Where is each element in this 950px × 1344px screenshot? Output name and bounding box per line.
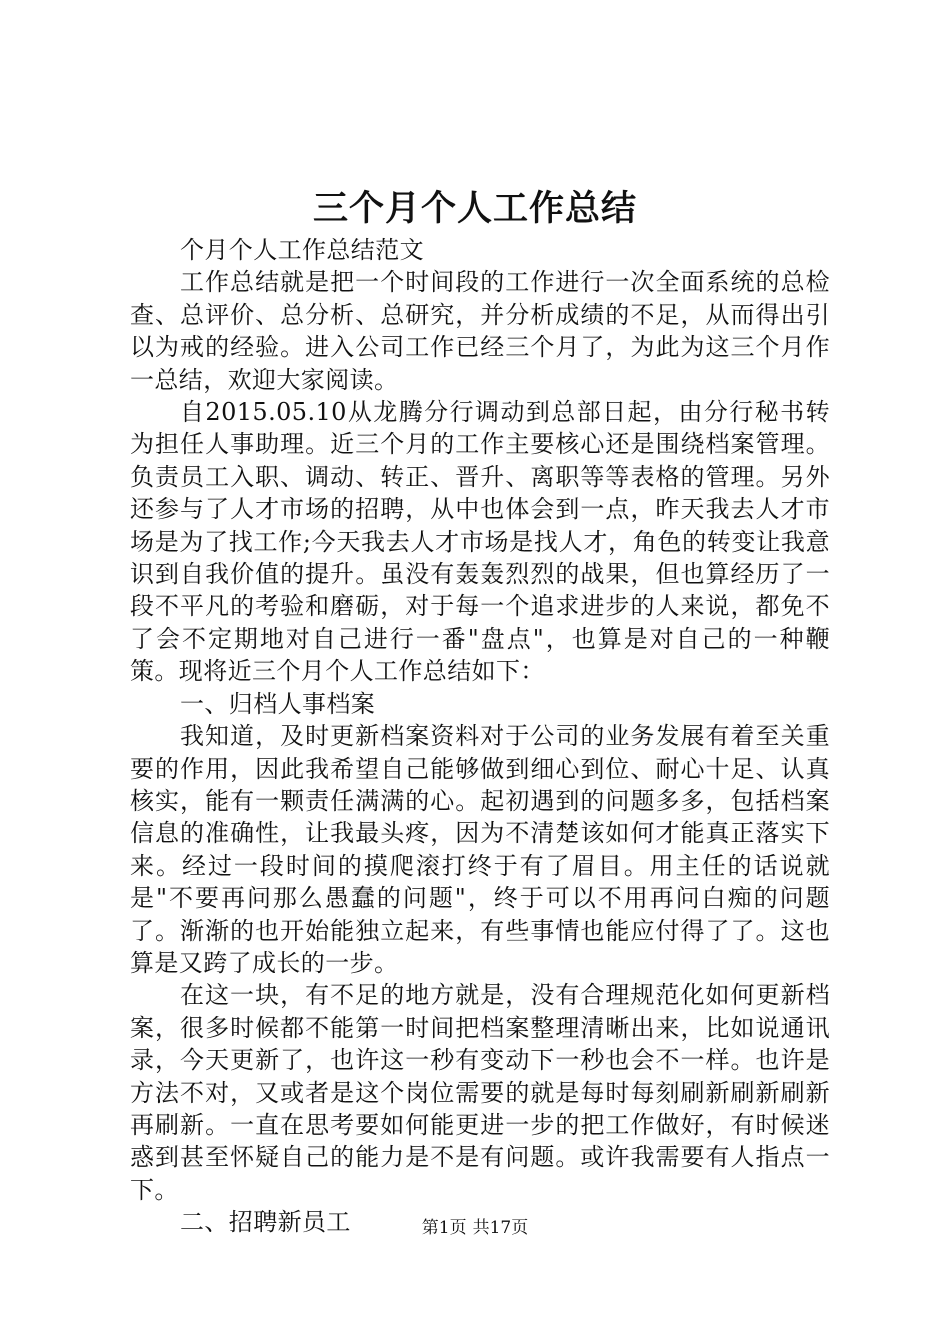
- paragraph-intro: 工作总结就是把一个时间段的工作进行一次全面系统的总检查、总评价、总分析、总研究，并分析成绩的不足，从而得出引以为戒的经验。进入公司工作已经三个月了，为此为这三个月作一总结，欢迎大家阅读。: [130, 268, 830, 394]
- page-number: 第1页: [421, 1218, 467, 1238]
- section-heading-1: 一、归档人事档案: [180, 689, 376, 718]
- paragraph-subtitle: 个月个人工作总结范文: [180, 236, 424, 264]
- paragraph-background: 自2015.05.10从龙腾分行调动到总部日起，由分行秘书转为担任人事助理。近三个月的工作主要核心还是围绕档案管理。负责员工入职、调动、转正、晋升、离职等等表格的管理。另外还参与了人才市场的招聘，从中也体会到一点，昨天我去人才市场是为了找工作;今天我去人才市场是找人才，角色的转变让我意识到自我价值的提升。虽没有轰轰烈烈的战果，但也算经历了一段不平凡的考验和磨砺，对于每一个追求进步的人来说，都免不了会不定期地对自己进行一番"盘点"，也算是对自己的一种鞭策。现将近三个月个人工作总结如下：: [130, 398, 830, 686]
- total-pages: 共17页: [472, 1218, 529, 1238]
- section-heading-2: 二、招聘新员工: [180, 1208, 351, 1237]
- paragraph-archive-work: 我知道，及时更新档案资料对于公司的业务发展有着至关重要的作用，因此我希望自己能够做到细心到位、耐心十足、认真核实，能有一颗责任满满的心。起初遇到的问题多多，包括档案信息的准确性，让我最头疼，因为不清楚该如何才能真正落实下来。经过一段时间的摸爬滚打终于有了眉目。用主任的话说就是"不要再问那么愚蠢的问题"，终于可以不用再问白痴的问题了。渐渐的也开始能独立起来，有些事情也能应付得了了。这也算是又跨了成长的一步。: [130, 722, 830, 977]
- page-footer: [0, 1216, 950, 1240]
- paragraph-archive-shortcomings: 在这一块，有不足的地方就是，没有合理规范化如何更新档案，很多时候都不能第一时间把档案整理清晰出来，比如说通讯录，今天更新了，也许这一秒有变动下一秒也会不一样。也许是方法不对，又或者是这个岗位需要的就是每时每刻刷新刷新刷新再刷新。一直在思考要如何能更进一步的把工作做好，有时候迷惑到甚至怀疑自己的能力是不是有问题。或许我需要有人指点一下。: [130, 981, 830, 1204]
- document-title: 三个月个人工作总结: [312, 188, 637, 229]
- document-body: [130, 234, 830, 1239]
